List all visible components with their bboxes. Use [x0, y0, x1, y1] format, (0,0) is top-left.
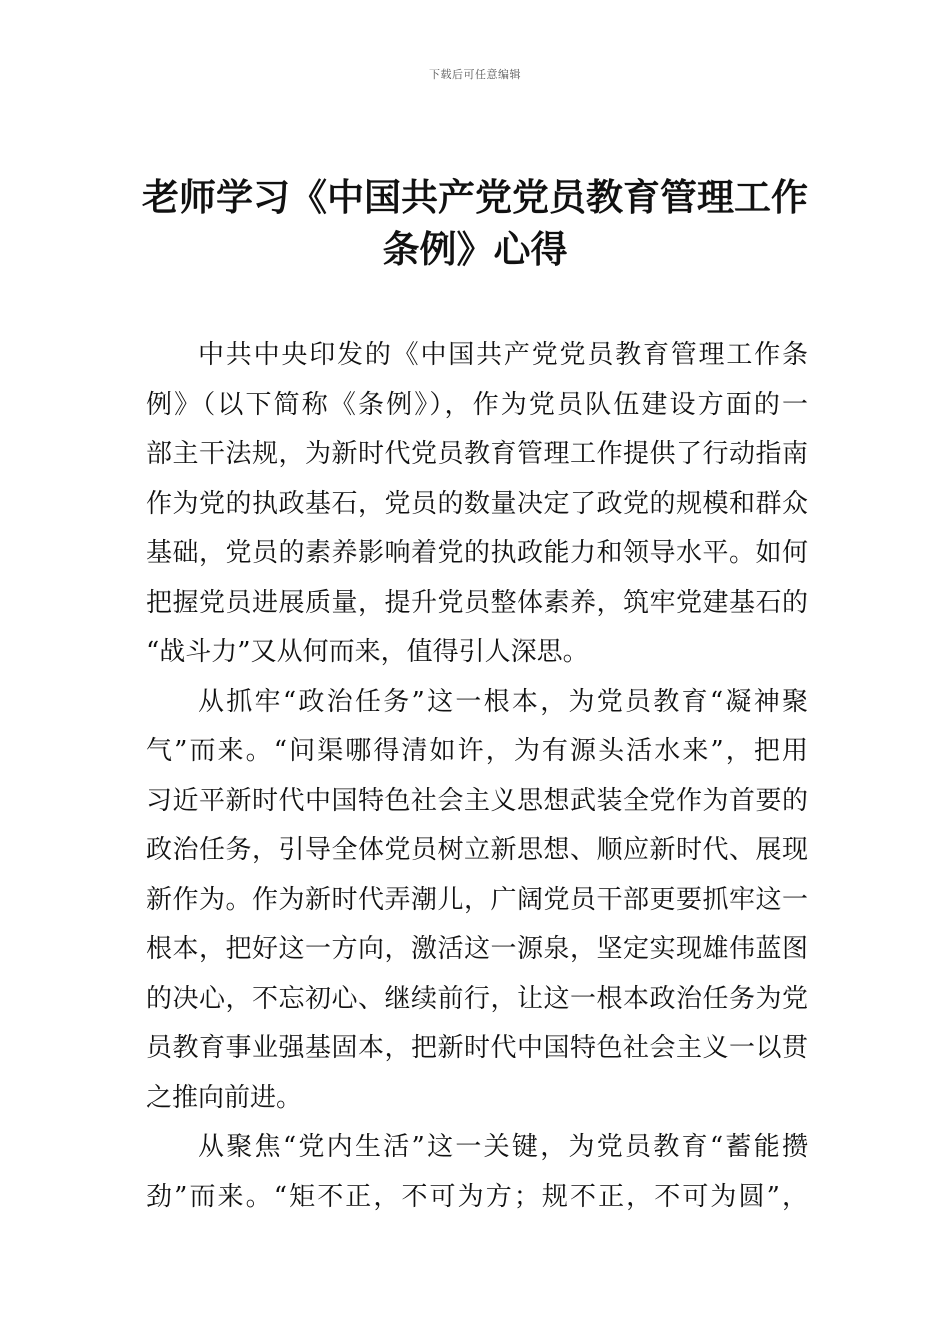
paragraph-line: 气”而来。“问渠哪得清如许，为有源头活水来”，把用 [146, 736, 808, 766]
paragraph-line: 从聚焦“党内生活”这一关键，为党员教育“蓄能攒 [198, 1132, 808, 1162]
paragraph [146, 331, 808, 678]
paragraph-line: 政治任务，引导全体党员树立新思想、顺应新时代、展现 [146, 835, 808, 865]
paragraph-line: 作为党的执政基石，党员的数量决定了政党的规模和群众 [146, 488, 808, 519]
document-title [140, 172, 810, 276]
paragraph-line: 之推向前进。 [146, 1082, 303, 1113]
header-note: 下载后可任意编辑 [429, 68, 521, 81]
paragraph-line: 根本，把好这一方向，激活这一源泉，坚定实现雄伟蓝图 [146, 934, 808, 964]
paragraph-line: 习近平新时代中国特色社会主义思想武装全党作为首要的 [146, 785, 808, 816]
paragraph [146, 678, 808, 1124]
paragraph-line: 例》（以下简称《条例》），作为党员队伍建设方面的一 [146, 389, 808, 420]
paragraph-line: 新作为。作为新时代弄潮儿，广阔党员干部更要抓牢这一 [146, 884, 808, 915]
paragraph-line: 中共中央印发的《中国共产党党员教育管理工作条 [198, 340, 808, 370]
paragraph [146, 1123, 808, 1222]
title-line: 条例》心得 [382, 228, 568, 271]
paragraph-line: 的决心，不忘初心、继续前行，让这一根本政治任务为党 [146, 983, 808, 1014]
document-body [146, 331, 808, 1222]
paragraph-line: “战斗力”又从何而来，值得引人深思。 [146, 637, 589, 667]
paragraph-line: 把握党员进展质量，提升党员整体素养，筑牢党建基石的 [146, 587, 808, 618]
paragraph-line: 基础，党员的素养影响着党的执政能力和领导水平。如何 [146, 538, 808, 568]
paragraph-line: 部主干法规，为新时代党员教育管理工作提供了行动指南 [146, 439, 808, 469]
paragraph-line: 员教育事业强基固本，把新时代中国特色社会主义一以贯 [146, 1033, 808, 1063]
paragraph-line: 从抓牢“政治任务”这一根本，为党员教育“凝神聚 [198, 686, 808, 717]
title-line: 老师学习《中国共产党党员教育管理工作 [142, 176, 808, 219]
paragraph-line: 劲”而来。“矩不正，不可为方；规不正，不可为圆”， [146, 1181, 808, 1212]
